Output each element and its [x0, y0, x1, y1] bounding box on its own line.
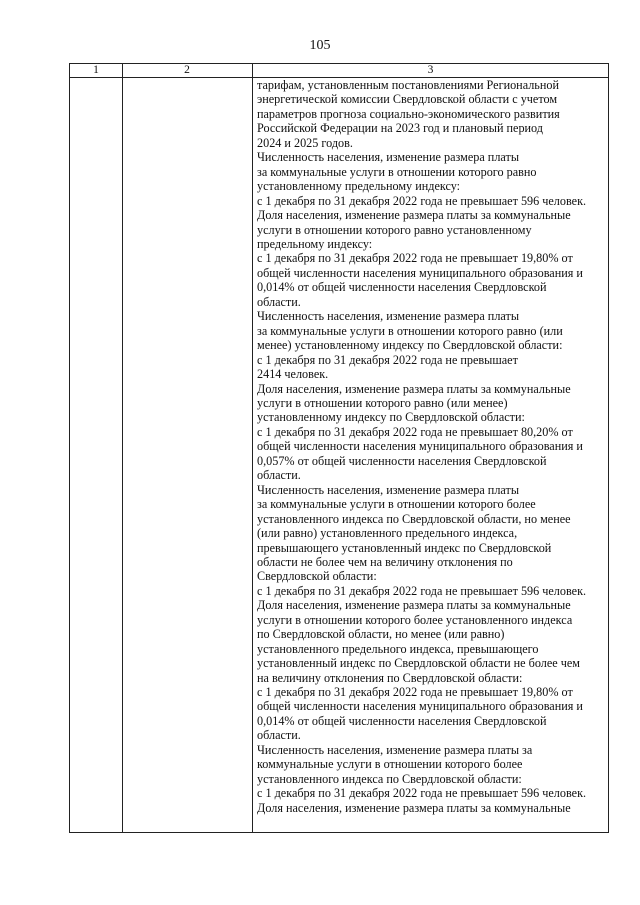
column-divider-1: [122, 64, 123, 832]
text-line: 0,014% от общей численности населения Свердловской: [257, 713, 547, 728]
text-line: услуги в отношении которого более установленного индекса: [257, 612, 573, 627]
text-line: Доля населения, изменение размера платы за коммунальные: [257, 800, 571, 815]
text-line: с 1 декабря по 31 декабря 2022 года не превышает 19,80% от: [257, 251, 573, 266]
text-line: области.: [257, 294, 301, 309]
column-header-3: 3: [427, 64, 434, 76]
text-line: Численность населения, изменение размера платы: [257, 482, 520, 497]
text-line: с 1 декабря по 31 декабря 2022 года не превышает 19,80% от: [257, 685, 573, 700]
document-table: [69, 63, 609, 833]
text-line: 0,014% от общей численности населения Свердловской: [257, 280, 547, 295]
text-line: за коммунальные услуги в отношении которого равно (или: [257, 323, 563, 338]
text-line: Численность населения, изменение размера платы за: [257, 742, 533, 757]
text-line: 0,057% от общей численности населения Свердловской: [257, 453, 547, 468]
text-line: Российской Федерации на 2023 год и плановый период: [257, 121, 543, 136]
text-line: превышающего установленный индекс по Свердловской: [257, 540, 552, 555]
text-line: Численность населения, изменение размера платы: [257, 150, 520, 165]
text-line: коммунальные услуги в отношении которого более: [257, 757, 523, 772]
text-line: на величину отклонения по Свердловской области:: [257, 670, 523, 685]
text-line: установленный индекс по Свердловской области не более чем: [257, 656, 580, 671]
text-line: 2414 человек.: [257, 367, 329, 382]
text-line: общей численности населения муниципального образования и: [257, 439, 583, 454]
column-header-2: 2: [184, 64, 190, 76]
text-line: Доля населения, изменение размера платы за коммунальные: [257, 381, 571, 396]
column-divider-2: [252, 64, 253, 832]
text-line: (или равно) установленного предельного индекса,: [257, 526, 518, 541]
text-line: области.: [257, 728, 301, 743]
text-line: области не более чем на величину отклонения по: [257, 554, 513, 569]
text-line: по Свердловской области, но менее (или равно): [257, 627, 505, 642]
text-line: 2024 и 2025 годов.: [257, 135, 353, 150]
text-line: установленному индексу по Свердловской области:: [257, 410, 525, 425]
text-line: параметров прогноза социально-экономического развития: [257, 106, 560, 121]
text-line: общей численности населения муниципального образования и: [257, 265, 583, 280]
text-line: энергетической комиссии Свердловской области с учетом: [257, 92, 558, 107]
text-line: с 1 декабря по 31 декабря 2022 года не превышает: [257, 352, 518, 367]
text-line: с 1 декабря по 31 декабря 2022 года не превышает 80,20% от: [257, 424, 573, 439]
text-line: Доля населения, изменение размера платы за коммунальные: [257, 208, 571, 223]
text-line: Доля населения, изменение размера платы за коммунальные: [257, 598, 571, 613]
table-header-row: [70, 64, 608, 78]
text-line: предельному индексу:: [257, 236, 373, 251]
column-header-1: 1: [93, 64, 99, 76]
text-line: Свердловской области:: [257, 569, 377, 584]
text-line: услуги в отношении которого равно установленному: [257, 222, 532, 237]
text-line: установленному предельному индексу:: [257, 179, 461, 194]
text-line: за коммунальные услуги в отношении которого более: [257, 497, 536, 512]
text-line: общей численности населения муниципального образования и: [257, 699, 583, 714]
text-line: с 1 декабря по 31 декабря 2022 года не превышает 596 человек.: [257, 193, 587, 208]
text-line: с 1 декабря по 31 декабря 2022 года не превышает 596 человек.: [257, 583, 587, 598]
text-line: услуги в отношении которого равно (или менее): [257, 395, 508, 410]
text-line: тарифам, установленным постановлениями Региональной: [257, 78, 559, 92]
text-line: области.: [257, 468, 301, 483]
text-line: за коммунальные услуги в отношении которого равно: [257, 164, 537, 179]
text-line: установленного индекса по Свердловской области:: [257, 771, 522, 786]
column-3-text: [257, 78, 605, 832]
page-number: 105: [309, 38, 331, 53]
text-line: менее) установленному индексу по Свердловской области:: [257, 338, 563, 353]
text-line: Численность населения, изменение размера платы: [257, 309, 520, 324]
text-line: установленного индекса по Свердловской области, но менее: [257, 511, 571, 526]
text-line: с 1 декабря по 31 декабря 2022 года не превышает 596 человек.: [257, 786, 587, 801]
text-line: установленного предельного индекса, превышающего: [257, 641, 539, 656]
